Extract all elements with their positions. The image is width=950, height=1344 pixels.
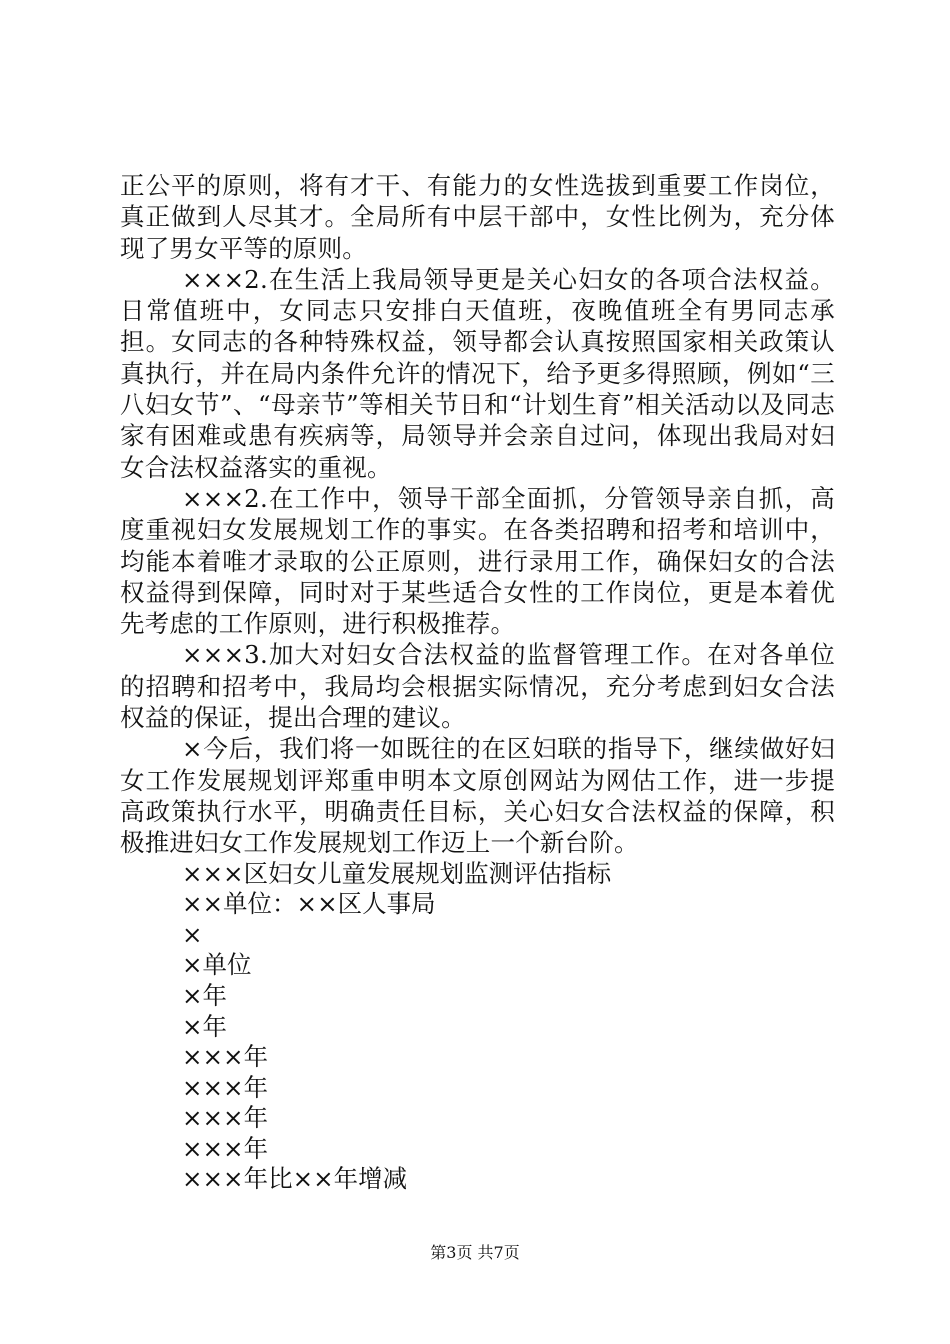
- list-item: ×单位: [182, 950, 252, 980]
- list-item: ×年: [182, 980, 228, 1010]
- document-body: [120, 170, 835, 1195]
- list-item: ×××年: [182, 1133, 269, 1163]
- paragraph-3: ×××2.在工作中，领导干部全面抓，分管领导亲自抓，高度重视妇女发展规划工作的事实。在各类招聘和招考和培训中，均能本着唯才录取的公正原则，进行录用工作，确保妇女的合法权益得到保障，同时对于某些适合女性的工作岗位，更是本着优先考虑的工作原则，进行积极推荐。: [120, 483, 835, 639]
- list-item: ×: [182, 919, 203, 949]
- paragraph-2: ×××2.在生活上我局领导更是关心妇女的各项合法权益。日常值班中，女同志只安排白天值班，夜晚值班全有男同志承担。女同志的各种特殊权益，领导都会认真按照国家相关政策认真执行，并在局内条件允许的情况下，给予更多得照顾，例如“三八妇女节”、“母亲节”等相关节日和“计划生育”相关活动以及同志家有困难或患有疾病等，局领导并会亲自过问，体现出我局对妇女合法权益落实的重视。: [120, 264, 835, 482]
- unit-line: ××单位：××区人事局: [182, 889, 436, 919]
- list-item: ×年: [182, 1011, 228, 1041]
- paragraph-4: ×××3.加大对妇女合法权益的监督管理工作。在对各单位的招聘和招考中，我局均会根据实际情况，充分考虑到妇女合法权益的保证，提出合理的建议。: [120, 640, 835, 733]
- list-item: ×××年: [182, 1103, 269, 1133]
- table-title-line: ×××区妇女儿童发展规划监测评估指标: [182, 858, 612, 888]
- list-item: ×××年比××年增减: [182, 1164, 408, 1194]
- list-item: ×××年: [182, 1042, 269, 1072]
- page-footer: 第3页 共7页: [430, 1243, 520, 1262]
- paragraph-1: 正公平的原则，将有才干、有能力的女性选拔到重要工作岗位，真正做到人尽其才。全局所有中层干部中，女性比例为，充分体现了男女平等的原则。: [120, 171, 835, 263]
- paragraph-5: ×今后，我们将一如既往的在区妇联的指导下，继续做好妇女工作发展规划评郑重申明本文原创网站为网估工作，进一步提高政策执行水平，明确责任目标，关心妇女合法权益的保障，积极推进妇女工作发展规划工作迈上一个新台阶。: [120, 734, 835, 858]
- list-item: ×××年: [182, 1072, 269, 1102]
